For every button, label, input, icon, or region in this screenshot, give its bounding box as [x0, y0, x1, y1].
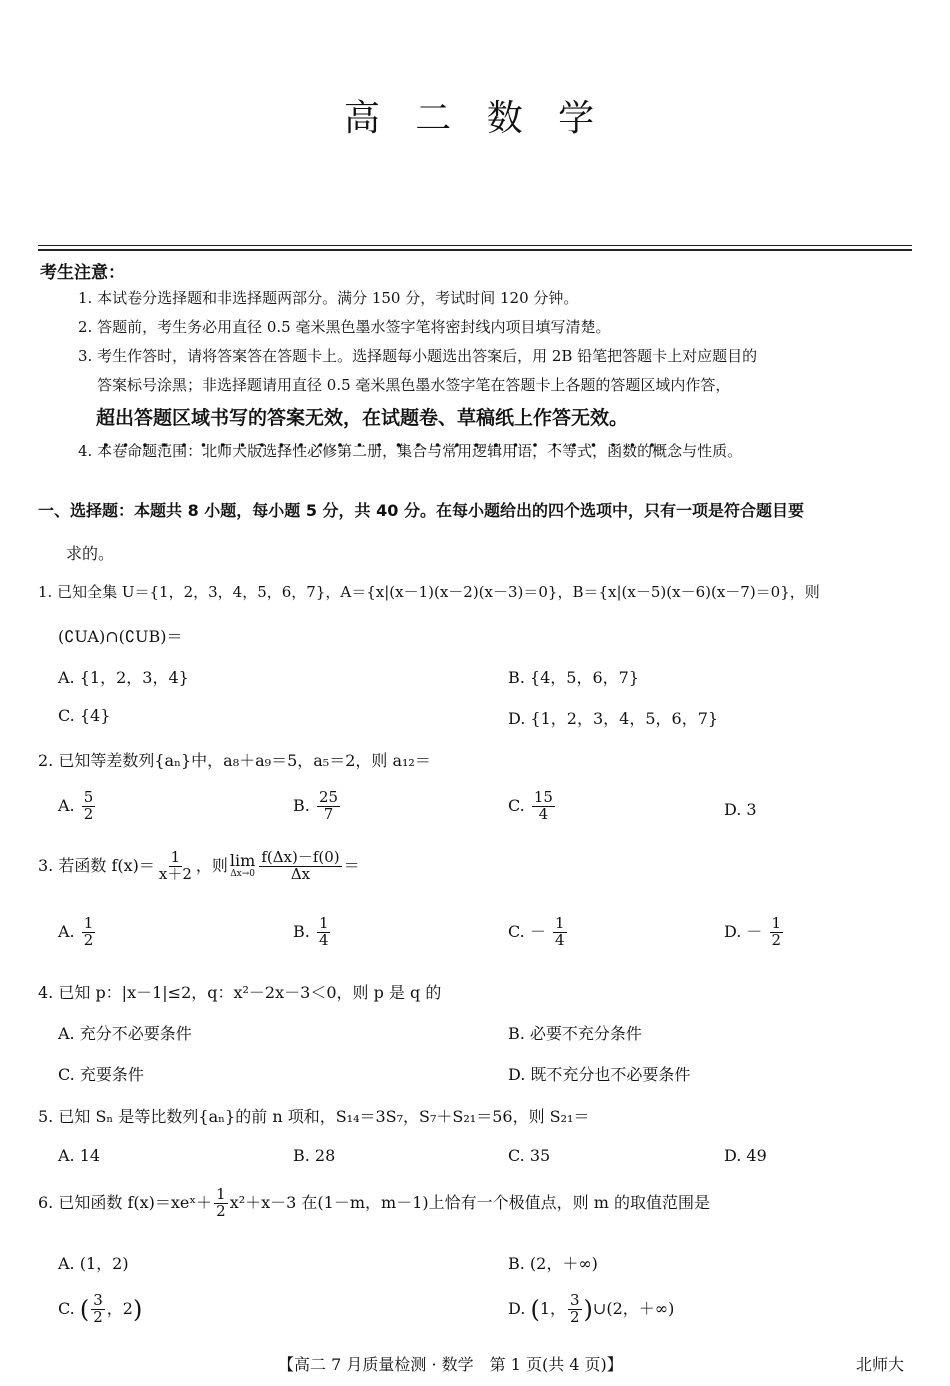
header-rule-thin: [38, 245, 912, 246]
q6-option-a: A. (1，2): [58, 1254, 129, 1273]
q1-option-c: C. {4}: [58, 706, 111, 725]
header-rule-thick: [38, 249, 912, 251]
q3-limit-fraction: [259, 850, 341, 883]
q6-option-d-fraction: [568, 1293, 582, 1326]
q6-stem-fraction: [214, 1187, 228, 1220]
section1-heading: 一、选择题：本题共 8 小题，每小题 5 分，共 40 分。在每小题给出的四个选项中，只有一项是符合题目要: [38, 501, 804, 520]
q6-option-b: B. (2，＋∞): [508, 1254, 598, 1273]
q3-option-d-fraction: [770, 916, 784, 949]
q1-stem-cont: (∁UA)∩(∁UB)＝: [58, 627, 183, 646]
q3-option-a-fraction: [82, 916, 96, 949]
q6-option-d-rest: ∪(2，＋∞): [592, 1298, 675, 1318]
q6-option-d-pre: 1，: [539, 1298, 566, 1318]
q3-option-c: [508, 916, 569, 949]
q6-option-c-rest: ，2: [106, 1298, 133, 1318]
frac-num: 3: [93, 1291, 103, 1309]
q3-stem-a: 3. 若函数 f(x)＝: [38, 855, 155, 875]
frac-num: 15: [533, 788, 553, 806]
q4-option-d: D. 既不充分也不必要条件: [508, 1065, 691, 1084]
q3-option-b-label: B.: [293, 921, 310, 941]
q2-stem: 2. 已知等差数列{aₙ}中，a₈＋a₉＝5，a₅＝2，则 a₁₂＝: [38, 751, 431, 770]
q3-option-d: [724, 916, 785, 949]
page-title: 高 二 数 学: [343, 98, 607, 139]
q3-option-b: [293, 916, 332, 949]
q2-option-a: [58, 790, 97, 823]
frac-den: 2: [83, 930, 94, 949]
q2-option-d: D. 3: [724, 800, 757, 819]
frac-num: 1: [771, 914, 782, 932]
q1-option-a: A. {1，2，3，4}: [58, 668, 189, 687]
q1-stem: 1. 已知全集 U＝{1，2，3，4，5，6，7}，A＝{x|(x－1)(x－2)(x－3)＝0}，B＝{x|(x－5)(x－6)(x－7)＝0}，则: [38, 583, 820, 601]
q2-option-a-fraction: [82, 790, 96, 823]
notice-item-4: 4. 本卷命题范围：北师大版选择性必修第二册，集合与常用逻辑用语，不等式，函数的概念与性质。: [78, 442, 743, 460]
notice-item-3-line2: 答案标号涂黑；非选择题请用直径 0.5 毫米黑色墨水签字笔在答题卡上各题的答题区域内作答，: [97, 376, 731, 394]
q2-option-c-fraction: [532, 790, 555, 823]
q3-option-a: [58, 916, 97, 949]
frac-num: 5: [83, 788, 94, 806]
q3-stem-fraction: [157, 850, 194, 883]
frac-den: 2: [83, 804, 94, 823]
q6-option-d-label: D.: [508, 1298, 526, 1318]
frac-den: 4: [538, 804, 549, 823]
q4-option-b: B. 必要不充分条件: [508, 1024, 642, 1043]
q1-option-b: B. {4，5，6，7}: [508, 668, 640, 687]
paren-open: (: [79, 1295, 90, 1324]
paren-close: ): [583, 1295, 593, 1324]
q2-option-c-label: C.: [508, 795, 525, 815]
q5-option-d: D. 49: [724, 1146, 767, 1165]
q2-option-b: [293, 790, 342, 823]
frac-num: f(Δx)－f(0): [261, 848, 340, 866]
q3-option-c-fraction: [553, 916, 567, 949]
section1-heading-cont: 求的。: [66, 544, 115, 563]
frac-den: 7: [323, 804, 334, 823]
frac-num: 25: [318, 788, 339, 806]
notice-item-3-line1: 3. 考生作答时，请将答案答在答题卡上。选择题每小题选出答案后，用 2B 铅笔把答题卡上对应题目的: [78, 347, 758, 365]
q2-option-b-fraction: [317, 790, 340, 823]
q3-option-d-label: D. －: [724, 921, 763, 941]
q2-option-b-label: B.: [293, 795, 310, 815]
notice-item-1: 1. 本试卷分选择题和非选择题两部分。满分 150 分，考试时间 120 分钟。: [78, 289, 579, 307]
q4-option-a: A. 充分不必要条件: [58, 1024, 192, 1043]
frac-den: 2: [570, 1307, 580, 1326]
frac-num: 1: [216, 1185, 226, 1203]
footer-page-info: 【高二 7 月质量检测 · 数学 第 1 页(共 4 页)】: [278, 1355, 623, 1374]
q3-stem-b: ，则: [195, 855, 228, 875]
q4-option-c: C. 充要条件: [58, 1065, 144, 1084]
paren-close: ): [132, 1295, 143, 1324]
q6-stem: [38, 1187, 710, 1220]
q3-option-c-label: C. －: [508, 921, 546, 941]
q3-option-a-label: A.: [58, 921, 75, 941]
lim-subscript: Δx→0: [230, 868, 256, 879]
q6-option-d: [508, 1293, 674, 1326]
q5-option-a: A. 14: [58, 1146, 101, 1165]
frac-den: Δx: [290, 864, 311, 883]
frac-den: x＋2: [158, 864, 192, 883]
frac-den: 2: [93, 1307, 103, 1326]
q2-option-c: [508, 790, 557, 823]
q6-option-c-label: C.: [58, 1298, 75, 1318]
footer-edition: 北师大: [856, 1355, 905, 1374]
q5-stem: 5. 已知 Sₙ 是等比数列{aₙ}的前 n 项和，S₁₄＝3S₇，S₇＋S₂₁＝56，则 S₂₁＝: [38, 1107, 590, 1126]
notice-heading: 考生注意：: [40, 263, 125, 283]
q3-limit: [230, 853, 255, 879]
frac-den: 2: [216, 1201, 226, 1220]
q5-option-c: C. 35: [508, 1146, 551, 1165]
q1-option-d: D. {1，2，3，4，5，6，7}: [508, 709, 719, 728]
q6-stem-b: x²＋x－3 在(1－m，m－1)上恰有一个极值点，则 m 的取值范围是: [229, 1192, 710, 1212]
frac-num: 1: [83, 914, 94, 932]
lim-text: lim: [229, 851, 256, 871]
frac-num: 1: [318, 914, 329, 932]
notice-item-2: 2. 答题前，考生务必用直径 0.5 毫米黑色墨水签字笔将密封线内项目填写清楚。: [78, 318, 611, 336]
notice-item-3-emphasis: 超出答题区域书写的答案无效，在试题卷、草稿纸上作答无效。: [96, 407, 629, 429]
frac-num: 1: [170, 848, 181, 866]
paren-open: (: [530, 1295, 540, 1324]
frac-den: 2: [771, 930, 782, 949]
frac-den: 4: [554, 930, 565, 949]
frac-num: 3: [570, 1291, 580, 1309]
q6-stem-a: 6. 已知函数 f(x)＝xeˣ＋: [38, 1192, 213, 1212]
frac-den: 4: [318, 930, 329, 949]
frac-num: 1: [554, 914, 565, 932]
q3-stem-c: ＝: [343, 855, 360, 875]
q5-option-b: B. 28: [293, 1146, 336, 1165]
q6-option-c: [58, 1293, 142, 1326]
q2-option-a-label: A.: [58, 795, 75, 815]
q4-stem: 4. 已知 p：|x－1|≤2，q：x²－2x－3＜0，则 p 是 q 的: [38, 983, 442, 1002]
q3-stem: [38, 850, 360, 883]
q3-option-b-fraction: [317, 916, 331, 949]
q6-option-c-fraction: [91, 1293, 105, 1326]
